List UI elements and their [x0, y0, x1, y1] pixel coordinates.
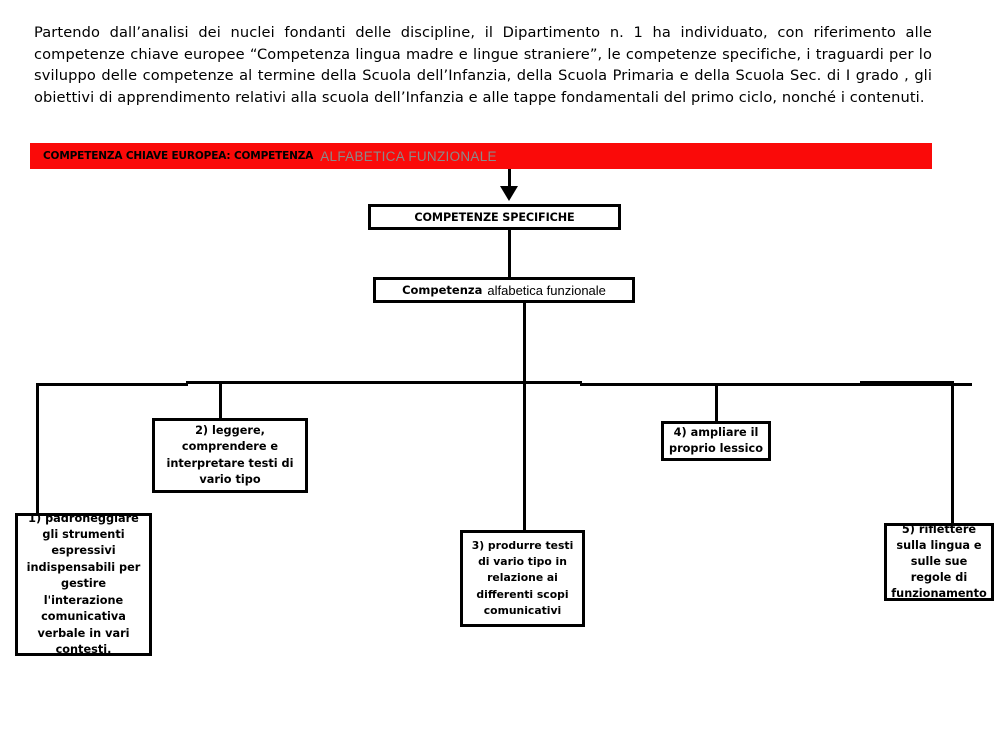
node-competenze-specifiche [368, 204, 621, 230]
european-key-competence-banner [30, 143, 932, 169]
competence-box-1-label: 1) padroneggiare gli strumenti espressivi indispensabili per gestire l'interazione comunicativa verbale in vari contesti. [26, 511, 141, 656]
competence-box-1 [15, 513, 152, 656]
competence-box-3 [460, 530, 585, 627]
connector-bus-to-competence-4 [715, 383, 718, 422]
banner-text-group [43, 143, 497, 169]
arrow-head-down-icon [500, 186, 518, 201]
banner-label-light: ALFABETICA FUNZIONALE [320, 148, 497, 164]
node-competenza-alfabetica-funzionale [373, 277, 635, 303]
distribution-bar-segment [36, 383, 188, 386]
distribution-bar-segment [860, 381, 954, 384]
connector-bus-to-competence-1 [36, 383, 39, 514]
connector-bus-to-competence-5 [951, 383, 954, 524]
connector-competenza-to-bus [523, 303, 526, 384]
competence-box-5 [884, 523, 994, 601]
node-competenza-label-light: alfabetica funzionale [487, 282, 606, 298]
competence-box-2 [152, 418, 308, 493]
node-competenza-label-bold: Competenza [402, 283, 483, 297]
banner-label-bold: COMPETENZA CHIAVE EUROPEA: COMPETENZA [43, 150, 314, 162]
connector-bus-to-competence-3 [523, 383, 526, 531]
competence-box-5-label: 5) riflettere sulla lingua e sulle sue regole di funzionamento [891, 522, 987, 601]
competence-box-4-label: 4) ampliare il proprio lessico [669, 425, 763, 455]
competence-box-4 [661, 421, 771, 461]
node-competenze-specifiche-label: COMPETENZE SPECIFICHE [414, 210, 575, 224]
connector-bus-to-competence-2 [219, 383, 222, 419]
competence-box-2-label: 2) leggere, comprendere e interpretare testi di vario tipo [166, 423, 294, 486]
intro-paragraph: Partendo dall’analisi dei nuclei fondanti delle discipline, il Dipartimento n. 1 ha individuato, con riferimento alle competenze chiave europee “Competenza lingua madre e lingue straniere”, le competenze specifiche, i traguardi per lo sviluppo delle competenze al termine della Scuola dell’Infanzia, della Scuola Primaria e della Scuola Sec. di I grado , gli obiettivi di apprendimento relativi alla scuola dell’Infanzia e alle tappe fondamentali del primo ciclo, nonché i contenuti. [34, 24, 932, 106]
competence-box-3-label: 3) produrre testi di vario tipo in relazione ai differenti scopi comunicativi [471, 538, 574, 617]
connector-specifiche-to-competenza [508, 230, 511, 277]
